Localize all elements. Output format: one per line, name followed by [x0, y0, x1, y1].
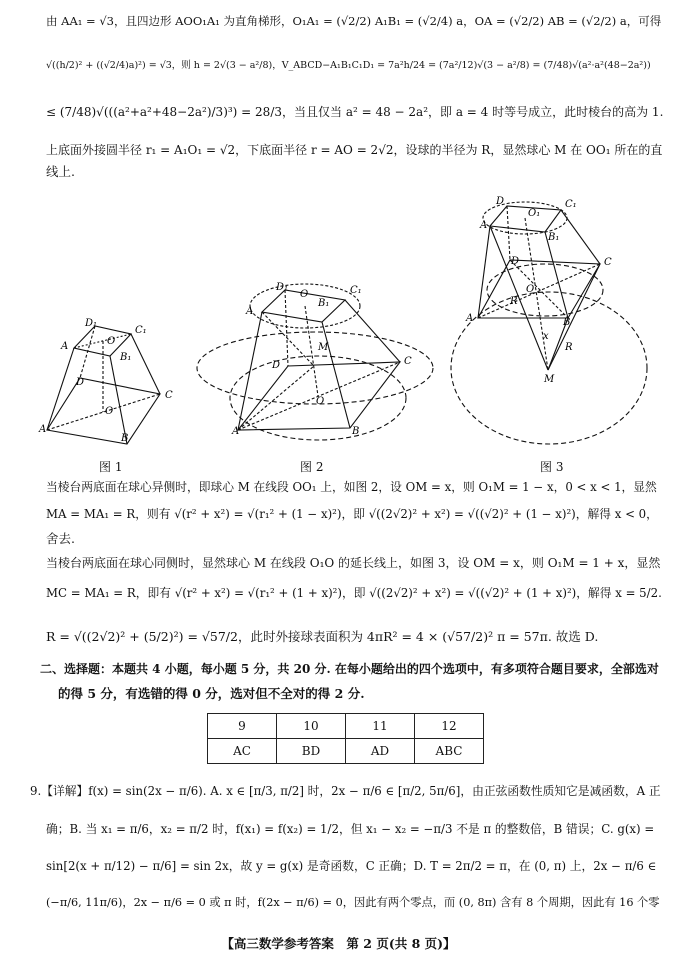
text-line: 上底面外接圆半径 r₁ = A₁O₁ = √2，下底面半径 r = AO = 2√2，设球的半径为 R，显然球心 M 在 OO₁ 所在的直: [46, 143, 663, 157]
svg-text:B: B: [563, 317, 571, 328]
svg-text:A: A: [61, 341, 69, 352]
table-cell: 11: [346, 714, 415, 739]
table-cell: AC: [208, 739, 277, 764]
section-heading-cont: 的得 5 分，有选错的得 0 分，选对但不全对的得 2 分.: [58, 686, 365, 701]
figure-1-caption: 图 1: [99, 460, 123, 474]
table-cell: BD: [277, 739, 346, 764]
svg-text:C: C: [404, 356, 412, 367]
svg-text:D₁: D₁: [85, 318, 98, 329]
svg-text:C₁: C₁: [135, 325, 147, 336]
svg-text:A: A: [466, 313, 474, 324]
text-line: √((h/2)² + ((√2/4)a)²) = √3，则 h = 2√(3 − a²/8)，V_ABCD−A₁B₁C₁D₁ = 7a²h/24 = (7a²/12)√(3 − a²/8) = (7/48)√(a²·a²(48−2a²)): [46, 60, 651, 71]
svg-text:O₁: O₁: [528, 208, 541, 219]
table-cell: AD: [346, 739, 415, 764]
svg-text:D: D: [496, 196, 505, 207]
svg-text:B₁: B₁: [120, 352, 132, 363]
table-cell: 12: [415, 714, 484, 739]
svg-text:A: A: [246, 306, 254, 317]
svg-text:A: A: [39, 424, 47, 435]
svg-text:D: D: [272, 360, 281, 371]
section-heading: 二、选择题：本题共 4 小题，每小题 5 分，共 20 分. 在每小题给出的四个选项中，有多项符合题目要求，全部选对: [40, 662, 659, 676]
table-cell: 9: [208, 714, 277, 739]
svg-text:B: B: [121, 433, 129, 444]
table-cell: ABC: [415, 739, 484, 764]
text-line: 线上.: [46, 164, 75, 179]
svg-text:C: C: [165, 390, 173, 401]
page-footer: 【高三数学参考答案 第 2 页(共 8 页)】: [221, 936, 456, 951]
svg-text:R: R: [510, 296, 518, 307]
text-line: MC = MA₁ = R，即有 √(r² + x²) = √(r₁² + (1 + x)²)，即 √((2√2)² + x²) = √((√2)² + (1 + x)²)，解得 x = 5/2.: [46, 586, 662, 600]
svg-text:A: A: [232, 426, 240, 437]
svg-text:C: C: [604, 257, 612, 268]
text-line: 舍去.: [46, 531, 75, 546]
svg-text:O: O: [526, 284, 535, 295]
svg-text:O: O: [300, 289, 309, 300]
svg-text:R: R: [565, 342, 573, 353]
svg-text:x: x: [543, 331, 549, 342]
text-line: 确；B. 当 x₁ = π/6，x₂ = π/2 时，f(x₁) = f(x₂) = 1/2，但 x₁ − x₂ = −π/3 不是 π 的整数倍，B 错误；C. g(x) =: [46, 822, 655, 836]
svg-text:D₁: D₁: [276, 282, 289, 293]
svg-text:D: D: [511, 256, 520, 267]
svg-text:B: B: [352, 426, 360, 437]
text-line: R = √((2√2)² + (5/2)²) = √57/2，此时外接球表面积为 4πR² = 4 × (√57/2)² π = 57π. 故选 D.: [46, 629, 599, 644]
svg-text:A: A: [480, 220, 488, 231]
svg-text:D: D: [76, 377, 85, 388]
table-cell: 10: [277, 714, 346, 739]
svg-text:O: O: [107, 336, 116, 347]
answer-table: [207, 713, 484, 764]
text-line: 9.【详解】f(x) = sin(2x − π/6). A. x ∈ [π/3, π/2] 时，2x − π/6 ∈ [π/2, 5π/6]，由正弦函数性质知它是减函数，A 正: [30, 784, 661, 798]
text-line: (−π/6, 11π/6)，2x − π/6 = 0 或 π 时，f(2x − π/6) = 0，因此有两个零点，而 (0, 8π) 含有 8 个周期，因此有 16 个零: [46, 896, 660, 909]
svg-text:B₁: B₁: [548, 232, 560, 243]
svg-text:M: M: [318, 342, 329, 353]
text-line: ≤ (7/48)√(((a²+a²+48−2a²)/3)³) = 28/3，当且仅当 a² = 48 − 2a²，即 a = 4 时等号成立，此时棱台的高为 1.: [46, 105, 664, 119]
text-line: 当棱台两底面在球心异侧时，即球心 M 在线段 OO₁ 上，如图 2，设 OM = x，则 O₁M = 1 − x，0 < x < 1，显然: [46, 480, 657, 494]
table-row: [208, 714, 484, 739]
text-line: sin[2(x + π/12) − π/6] = sin 2x，故 y = g(x) 是奇函数，C 正确；D. T = 2π/2 = π，在 (0, π) 上，2x − π/6 ∈: [46, 859, 657, 873]
text-line: MA = MA₁ = R，则有 √(r² + x²) = √(r₁² + (1 − x)²)，即 √((2√2)² + x²) = √((√2)² + (1 − x)²)，解得 x < 0，: [46, 507, 658, 521]
figure-2-caption: 图 2: [300, 460, 324, 474]
text-line: 当棱台两底面在球心同侧时，显然球心 M 在线段 O₁O 的延长线上，如图 3，设 OM = x，则 O₁M = 1 + x，显然: [46, 556, 661, 570]
svg-text:C₁: C₁: [350, 285, 362, 296]
figure-3-caption: 图 3: [540, 460, 564, 474]
svg-text:O: O: [316, 396, 325, 407]
svg-text:B₁: B₁: [318, 298, 330, 309]
svg-text:O: O: [105, 406, 114, 417]
svg-text:C₁: C₁: [565, 199, 577, 210]
svg-text:M: M: [544, 374, 555, 385]
table-row: [208, 739, 484, 764]
text-line: 由 AA₁ = √3，且四边形 AOO₁A₁ 为直角梯形，O₁A₁ = (√2/2) A₁B₁ = (√2/4) a，OA = (√2/2) AB = (√2/2) a，可得: [46, 14, 662, 28]
